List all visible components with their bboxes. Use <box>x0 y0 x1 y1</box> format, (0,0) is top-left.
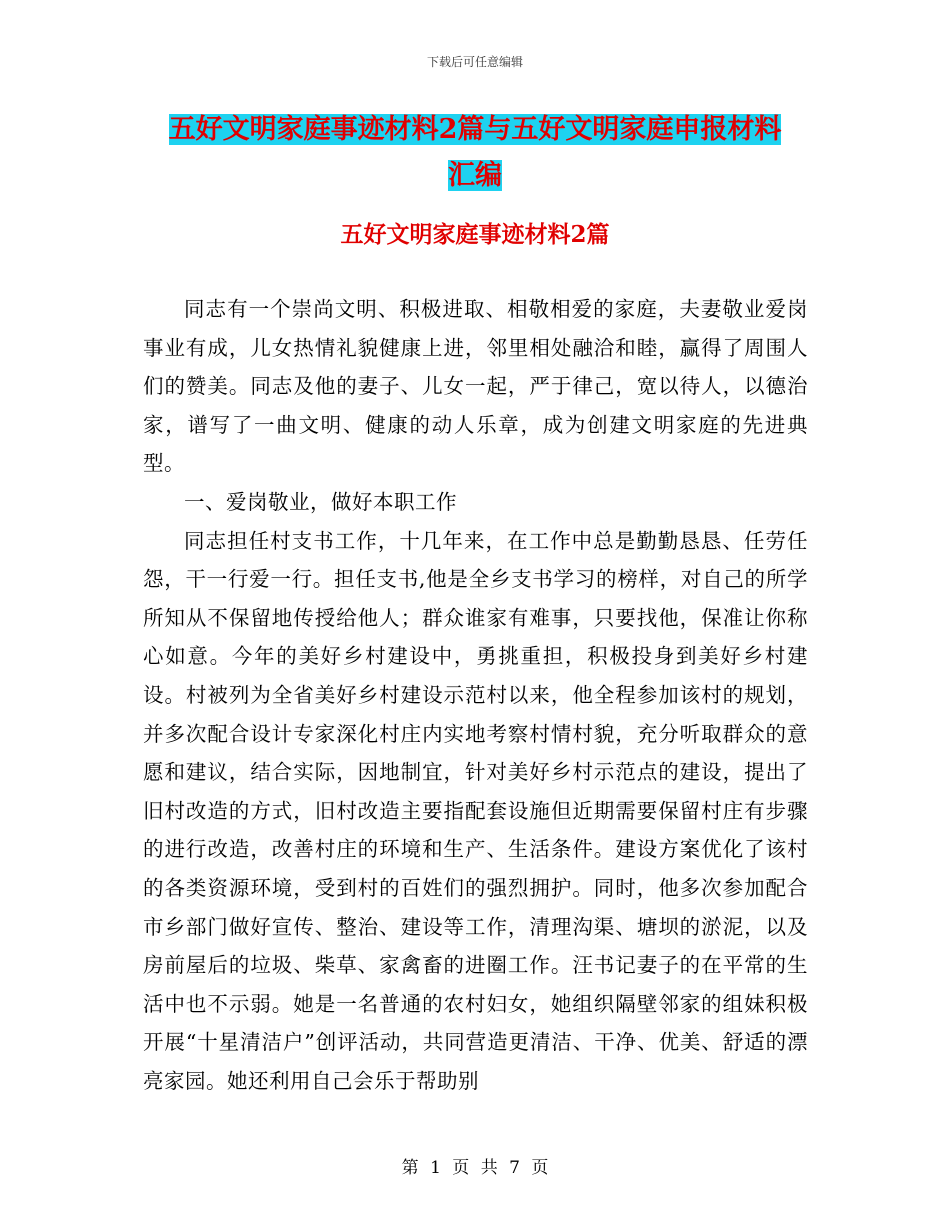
paragraph-work: 同志担任村支书工作，十几年来，在工作中总是勤勤恳恳、任劳任怨，干一行爱一行。担任支书,他是全乡支书学习的榜样，对自己的所学所知从不保留地传授给他人；群众谁家有难事，只要找他，保准让你称心如意。今年的美好乡村建设中，勇挑重担，积极投身到美好乡村建设。村被列为全省美好乡村建设示范村以来，他全程参加该村的规划，并多次配合设计专家深化村庄内实地考察村情村貌，充分听取群众的意愿和建议，结合实际，因地制宜，针对美好乡村示范点的建设，提出了旧村改造的方式，旧村改造主要指配套设施但近期需要保留村庄有步骤的进行改造，改善村庄的环境和生产、生活条件。建设方案优化了该村的各类资源环境，受到村的百姓们的强烈拥护。同时，他多次参加配合市乡部门做好宣传、整治、建设等工作，清理沟渠、塘坝的淤泥，以及房前屋后的垃圾、柴草、家禽畜的进圈工作。汪书记妻子的在平常的生活中也不示弱。她是一名普通的农村妇女，她组织隔壁邻家的组妹积极开展“十星清洁户”创评活动，共同营造更清洁、干净、优美、舒适的漂亮家园。她还利用自己会乐于帮助别 <box>143 528 808 1093</box>
page-header-note: 下载后可任意编辑 <box>426 55 523 69</box>
document-title-line2: 汇编 <box>448 160 502 191</box>
document-title <box>140 107 810 199</box>
document-title-line1: 五好文明家庭事迹材料2篇与五好文明家庭申报材料 <box>168 114 782 145</box>
page-number: 第 1 页 共 7 页 <box>401 1158 549 1178</box>
paragraph-heading-1: 一、爱岗敬业，做好本职工作 <box>184 489 457 514</box>
paragraph-intro: 同志有一个崇尚文明、积极进取、相敬相爱的家庭，夫妻敬业爱岗事业有成，儿女热情礼貌健康上进，邻里相处融洽和睦，赢得了周围人们的赞美。同志及他的妻子、儿女一起，严于律己，宽以待人，以德治家，谱写了一曲文明、健康的动人乐章，成为创建文明家庭的先进典型。 <box>143 297 808 476</box>
section-title: 五好文明家庭事迹材料2篇 <box>340 221 610 248</box>
document-body <box>143 290 808 1100</box>
